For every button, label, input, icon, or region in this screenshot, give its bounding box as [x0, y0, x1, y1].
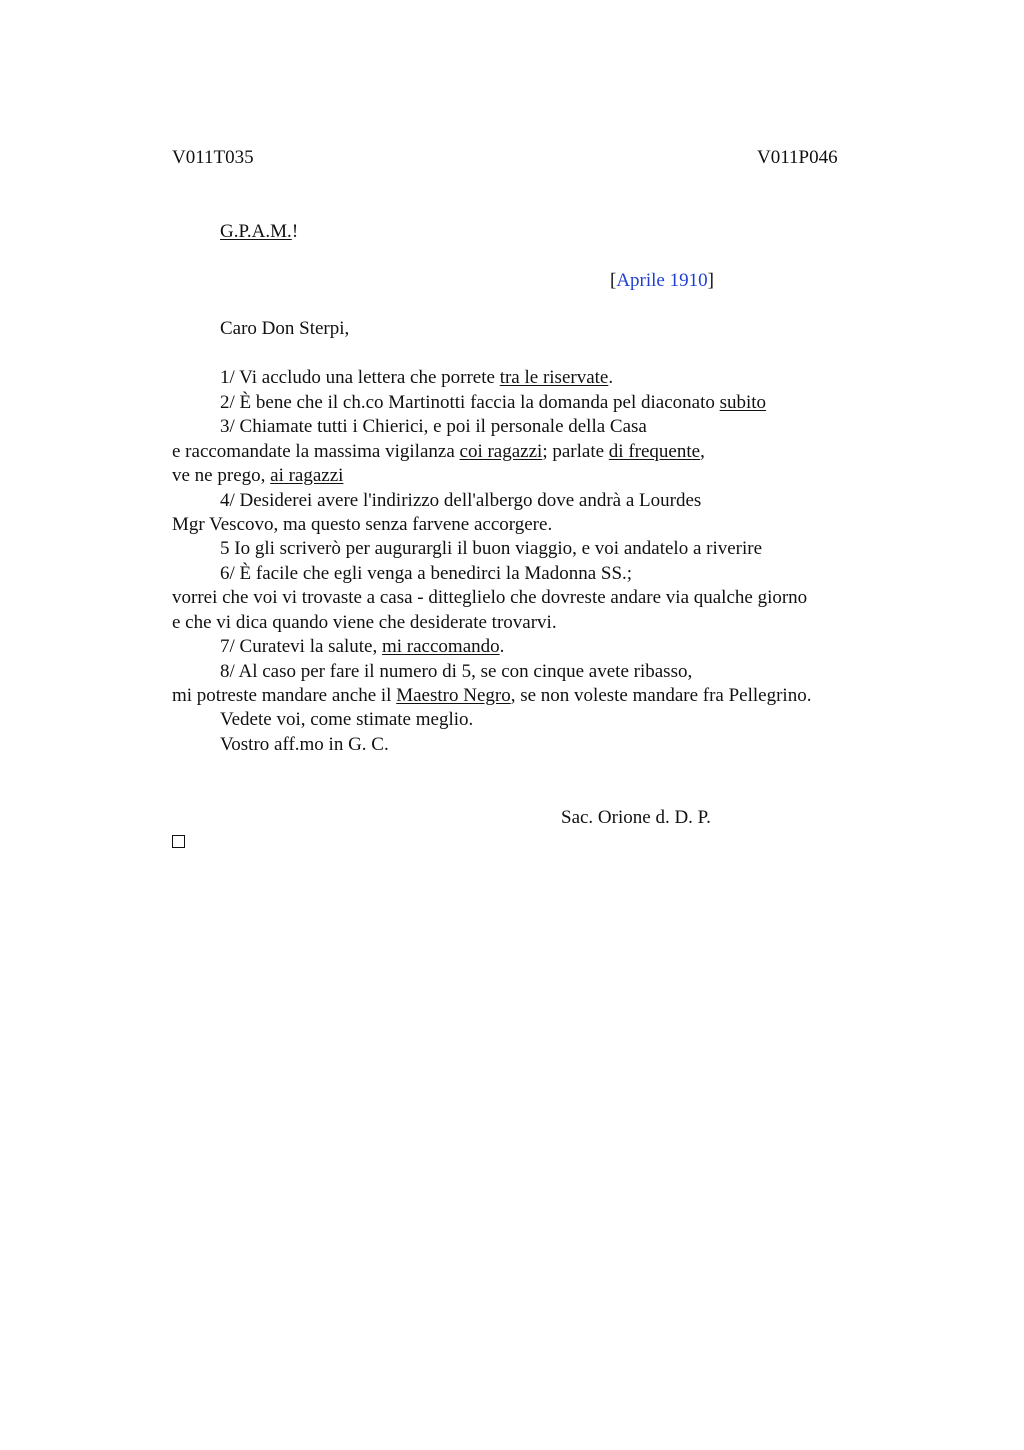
item-4-cont: Mgr Vescovo, ma questo senza farvene accorgere.	[172, 514, 553, 535]
letter-date: [Aprile 1910]	[610, 270, 714, 291]
document-code-right: V011P046	[757, 147, 838, 168]
item-4: 4/ Desiderei avere l'indirizzo dell'albergo dove andrà a Lourdes	[220, 490, 702, 511]
item-7: 7/ Curatevi la salute, mi raccomando.	[220, 636, 505, 657]
item-3: 3/ Chiamate tutti i Chierici, e poi il personale della Casa	[220, 416, 647, 437]
item-8-cont: mi potreste mandare anche il Maestro Negro, se non voleste mandare fra Pellegrino.	[172, 685, 812, 706]
item-5: 5 Io gli scriverò per augurargli il buon viaggio, e voi andatelo a riverire	[220, 538, 763, 559]
item-6-cont: vorrei che voi vi trovaste a casa - ditteglielo che dovreste andare via qualche giorno	[172, 587, 808, 608]
invocation: G.P.A.M.!	[220, 221, 299, 242]
signature: Sac. Orione d. D. P.	[561, 807, 711, 828]
item-3-cont: e raccomandate la massima vigilanza coi ragazzi; parlate di frequente,	[172, 441, 705, 462]
item-8: 8/ Al caso per fare il numero di 5, se con cinque avete ribasso,	[220, 661, 693, 682]
salutation: Caro Don Sterpi,	[220, 318, 350, 339]
closing-greeting: Vostro aff.mo in G. C.	[220, 734, 389, 755]
item-2: 2/ È bene che il ch.co Martinotti faccia la domanda pel diaconato subito	[220, 392, 767, 413]
item-6-cont-2: e che vi dica quando viene che desiderate trovarvi.	[172, 612, 557, 633]
item-6: 6/ È facile che egli venga a benedirci la Madonna SS.;	[220, 563, 633, 584]
closing-line: Vedete voi, come stimate meglio.	[220, 709, 474, 730]
document-code-left: V011T035	[172, 147, 254, 168]
item-3-cont-2: ve ne prego, ai ragazzi	[172, 465, 344, 486]
item-1: 1/ Vi accludo una lettera che porrete tra le riservate.	[220, 367, 614, 388]
checkbox-icon	[172, 835, 185, 848]
